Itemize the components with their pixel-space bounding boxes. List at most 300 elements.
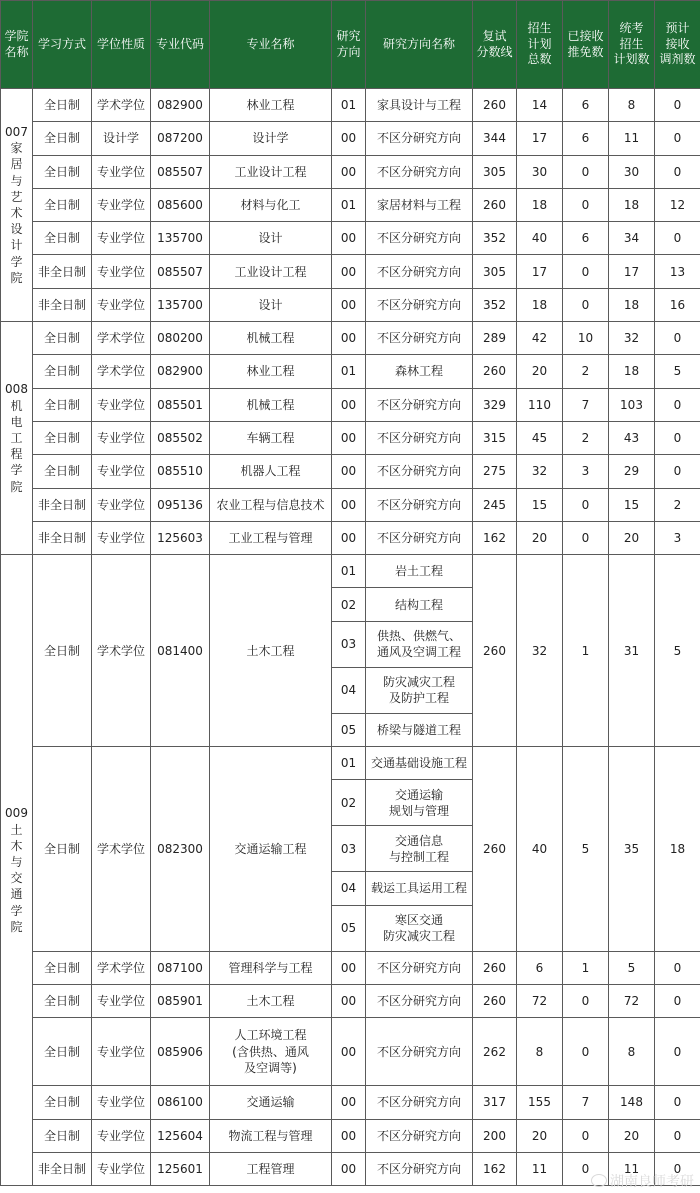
direction-name-cell [366,621,473,667]
major-name-cell [210,155,332,188]
retest-score-cell [473,421,517,454]
major-code-cell [151,188,210,221]
major-code-cell [151,1086,210,1119]
plan-total-cell [517,521,563,554]
degree-type-cell-text: 专业学位 [96,1128,145,1143]
plan-total-cell-text: 20 [531,364,548,379]
degree-type-cell [92,322,151,355]
plan-total-cell-text: 18 [531,297,548,312]
study-mode-cell [33,155,92,188]
study-mode-cell-text: 非全日制 [37,530,86,545]
plan-total-cell-text: 42 [531,331,548,346]
direction-name-cell [366,905,473,951]
adjust-expected-cell [655,555,700,747]
major-code-cell-text: 085901 [157,993,203,1008]
major-code-cell-text: 085510 [157,464,203,479]
study-mode-cell [33,747,92,952]
study-mode-cell-text: 全日制 [43,164,80,179]
direction-no-cell [332,421,366,454]
study-mode-cell [33,555,92,747]
direction-name-cell-text: 载运工具运用工程 [370,881,467,896]
retest-score-cell [473,188,517,221]
direction-name-cell-text: 不区分研究方向 [376,431,461,446]
header-unified-plan: 统考 招生 计划数 [609,1,655,89]
major-name-cell-text: 工业设计工程 [234,164,307,179]
degree-type-cell [92,455,151,488]
major-name-cell-text: 车辆工程 [246,431,295,446]
major-name-cell-text: 林业工程 [246,98,295,113]
unified-plan-cell-text: 8 [627,1044,636,1059]
exempt-received-cell [563,521,609,554]
degree-type-cell-text: 专业学位 [96,1161,145,1176]
unified-plan-cell [609,421,655,454]
retest-score-cell-text: 344 [483,131,506,146]
direction-no-cell-text: 00 [340,960,357,975]
plan-total-cell [517,388,563,421]
major-name-cell-text: 交通运输工程 [234,841,307,856]
major-code-cell-text: 082900 [157,364,203,379]
exempt-received-cell [563,155,609,188]
study-mode-cell-text: 非全日制 [37,497,86,512]
major-code-cell-text: 082300 [157,841,203,856]
direction-name-cell [366,222,473,255]
direction-no-cell-text: 00 [340,164,357,179]
major-name-cell [210,1152,332,1185]
direction-no-cell [332,155,366,188]
direction-name-cell-text: 不区分研究方向 [376,530,461,545]
unified-plan-cell-text: 148 [620,1095,643,1110]
major-name-cell-text: 林业工程 [246,364,295,379]
major-code-cell-text: 085600 [157,197,203,212]
retest-score-cell-text: 260 [483,643,506,658]
college-name-char: 院 [10,479,23,494]
major-name-cell-text: 设计学 [252,131,289,146]
exempt-received-cell [563,951,609,984]
plan-total-cell [517,455,563,488]
major-code-cell-text: 087200 [157,131,203,146]
college-name-char: 通 [10,887,23,902]
exempt-received-cell [563,288,609,321]
degree-type-cell-text: 专业学位 [96,530,145,545]
direction-no-cell-text: 04 [340,683,357,698]
adjust-expected-cell [655,1018,700,1086]
degree-type-cell [92,155,151,188]
direction-name-cell-text: 家居材料与工程 [376,197,461,212]
direction-name-cell [366,667,473,713]
direction-no-cell-text: 01 [340,756,357,771]
direction-name-cell [366,421,473,454]
exempt-received-cell-text: 7 [581,1095,590,1110]
direction-name-cell-text: 不区分研究方向 [376,1161,461,1176]
direction-no-cell-text: 01 [340,564,357,579]
major-name-cell [210,488,332,521]
major-name-cell [210,1119,332,1152]
direction-name-cell [366,713,473,746]
unified-plan-cell [609,984,655,1017]
direction-no-cell [332,1086,366,1119]
exempt-received-cell-text: 0 [581,164,590,179]
major-code-cell [151,1152,210,1185]
weibo-icon [591,1174,607,1187]
direction-name-cell-text: 结构工程 [394,597,443,612]
major-name-cell [210,288,332,321]
major-name-cell [210,747,332,952]
direction-no-cell-text: 00 [340,431,357,446]
exempt-received-cell-text: 1 [581,960,590,975]
major-code-cell [151,388,210,421]
direction-name-cell [366,951,473,984]
direction-name-cell [366,1086,473,1119]
adjust-expected-cell-text: 0 [673,1161,682,1176]
direction-name-cell [366,521,473,554]
major-name-cell [210,951,332,984]
direction-name-cell-text: 森林工程 [394,364,443,379]
unified-plan-cell [609,122,655,155]
degree-type-cell-text: 学术学位 [96,960,145,975]
plan-total-cell-text: 6 [535,960,544,975]
adjust-expected-cell [655,488,700,521]
major-code-cell [151,488,210,521]
plan-total-cell [517,89,563,122]
plan-total-cell-text: 15 [531,497,548,512]
direction-no-cell-text: 00 [340,131,357,146]
direction-no-cell [332,1152,366,1185]
major-code-cell [151,122,210,155]
college-name-char: 学 [10,903,23,918]
study-mode-cell [33,188,92,221]
major-code-cell [151,222,210,255]
major-name-cell [210,1018,332,1086]
retest-score-cell-text: 329 [483,397,506,412]
unified-plan-cell [609,488,655,521]
exempt-received-cell [563,747,609,952]
major-name-cell-text: 工程管理 [246,1161,295,1176]
unified-plan-cell-text: 32 [623,331,640,346]
major-name-cell [210,255,332,288]
direction-no-cell-text: 01 [340,197,357,212]
major-name-cell [210,1086,332,1119]
major-code-cell-text: 085507 [157,264,203,279]
adjust-expected-cell-text: 0 [673,993,682,1008]
plan-total-cell [517,1018,563,1086]
major-code-cell-text: 081400 [157,643,203,658]
adjust-expected-cell [655,1086,700,1119]
retest-score-cell [473,1152,517,1185]
college-name-char: 交 [10,871,23,886]
retest-score-cell-text: 262 [483,1044,506,1059]
direction-no-cell-text: 03 [340,637,357,652]
study-mode-cell [33,951,92,984]
major-name-cell-text: 管理科学与工程 [228,960,313,975]
college-name-cell [1,555,33,1186]
degree-type-cell-text: 专业学位 [96,1095,145,1110]
retest-score-cell [473,1086,517,1119]
adjust-expected-cell [655,288,700,321]
table-row [1,188,700,221]
retest-score-cell [473,951,517,984]
direction-name-cell-text: 不区分研究方向 [376,331,461,346]
study-mode-cell-text: 全日制 [43,431,80,446]
major-code-cell-text: 125603 [157,530,203,545]
watermark: 湖南良师考研 [591,1171,694,1191]
study-mode-cell [33,222,92,255]
table-row [1,1086,700,1119]
table-row [1,89,700,122]
direction-name-cell-text: 不区分研究方向 [376,993,461,1008]
retest-score-cell-text: 289 [483,331,506,346]
study-mode-cell [33,1152,92,1185]
retest-score-cell [473,89,517,122]
exempt-received-cell [563,984,609,1017]
direction-name-cell [366,255,473,288]
plan-total-cell-text: 20 [531,530,548,545]
plan-total-cell-text: 72 [531,993,548,1008]
direction-name-cell [366,89,473,122]
study-mode-cell-text: 全日制 [43,993,80,1008]
major-name-cell [210,421,332,454]
direction-no-cell [332,322,366,355]
adjust-expected-cell-text: 3 [673,530,682,545]
plan-total-cell [517,1119,563,1152]
exempt-received-cell-text: 6 [581,98,590,113]
major-code-cell-text: 135700 [157,231,203,246]
direction-no-cell-text: 01 [340,364,357,379]
direction-no-cell-text: 00 [340,331,357,346]
direction-name-cell-text: 不区分研究方向 [376,231,461,246]
direction-name-cell-text: 不区分研究方向 [376,464,461,479]
adjust-expected-cell-text: 12 [669,197,686,212]
degree-type-cell-text: 专业学位 [96,464,145,479]
unified-plan-cell-text: 103 [620,397,643,412]
college-name-char: 程 [10,447,23,462]
degree-type-cell [92,1119,151,1152]
unified-plan-cell-text: 17 [623,264,640,279]
exempt-received-cell-text: 0 [581,993,590,1008]
plan-total-cell-text: 40 [531,841,548,856]
plan-total-cell [517,355,563,388]
direction-name-cell-text: 不区分研究方向 [376,164,461,179]
table-row [1,155,700,188]
major-code-cell-text: 087100 [157,960,203,975]
adjust-expected-cell [655,155,700,188]
college-name-char: 计 [10,238,23,253]
degree-type-cell [92,488,151,521]
study-mode-cell-text: 非全日制 [37,264,86,279]
plan-total-cell [517,951,563,984]
major-code-cell [151,984,210,1017]
unified-plan-cell [609,747,655,952]
table-row [1,222,700,255]
direction-no-cell-text: 00 [340,297,357,312]
study-mode-cell [33,984,92,1017]
degree-type-cell-text: 专业学位 [96,397,145,412]
direction-no-cell [332,388,366,421]
major-code-cell-text: 085507 [157,164,203,179]
exempt-received-cell-text: 7 [581,397,590,412]
direction-no-cell [332,122,366,155]
study-mode-cell [33,288,92,321]
exempt-received-cell [563,89,609,122]
header-retest-score: 复试 分数线 [473,1,517,89]
major-name-cell-text: 机械工程 [246,331,295,346]
study-mode-cell-text: 全日制 [43,197,80,212]
exempt-received-cell [563,355,609,388]
table-row [1,122,700,155]
direction-no-cell [332,488,366,521]
exempt-received-cell-text: 5 [581,841,590,856]
retest-score-cell-text: 260 [483,841,506,856]
direction-no-cell-text: 02 [340,597,357,612]
study-mode-cell-text: 非全日制 [37,1161,86,1176]
college-name-char: 土 [10,822,23,837]
retest-score-cell-text: 260 [483,993,506,1008]
major-name-cell [210,521,332,554]
unified-plan-cell-text: 5 [627,960,636,975]
adjust-expected-cell [655,188,700,221]
retest-score-cell-text: 162 [483,1161,506,1176]
table-row [1,455,700,488]
adjust-expected-cell-text: 2 [673,497,682,512]
major-code-cell [151,255,210,288]
direction-name-cell [366,984,473,1017]
header-direction: 研究 方向 [332,1,366,89]
adjust-expected-cell [655,89,700,122]
table-row [1,521,700,554]
study-mode-cell-text: 全日制 [43,397,80,412]
direction-no-cell [332,89,366,122]
degree-type-cell-text: 专业学位 [96,264,145,279]
major-code-cell [151,355,210,388]
direction-name-cell-text: 不区分研究方向 [376,264,461,279]
major-name-cell-text: 物流工程与管理 [228,1128,313,1143]
degree-type-cell-text: 专业学位 [96,197,145,212]
direction-no-cell [332,905,366,951]
exempt-received-cell-text: 0 [581,1044,590,1059]
major-name-cell [210,555,332,747]
retest-score-cell-text: 200 [483,1128,506,1143]
plan-total-cell-text: 32 [531,643,548,658]
plan-total-cell [517,747,563,952]
college-name-char: 工 [10,431,23,446]
degree-type-cell [92,222,151,255]
major-code-cell [151,288,210,321]
exempt-received-cell-text: 10 [577,331,594,346]
degree-type-cell [92,355,151,388]
exempt-received-cell [563,1086,609,1119]
direction-no-cell [332,621,366,667]
unified-plan-cell [609,455,655,488]
major-name-cell [210,984,332,1017]
direction-no-cell [332,667,366,713]
header-row [1,1,700,89]
direction-name-cell [366,872,473,905]
unified-plan-cell [609,1119,655,1152]
direction-no-cell-text: 00 [340,497,357,512]
retest-score-cell-text: 260 [483,98,506,113]
retest-score-cell-text: 305 [483,264,506,279]
major-code-cell-text: 082900 [157,98,203,113]
major-name-cell-text: 设计 [258,297,283,312]
major-code-cell [151,1119,210,1152]
adjust-expected-cell-text: 0 [673,1128,682,1143]
direction-no-cell [332,951,366,984]
unified-plan-cell [609,288,655,321]
study-mode-cell-text: 全日制 [43,1044,80,1059]
retest-score-cell-text: 305 [483,164,506,179]
major-name-cell-text: 材料与化工 [240,197,301,212]
header-major-code: 专业代码 [151,1,210,89]
major-code-cell [151,521,210,554]
major-code-cell [151,89,210,122]
direction-no-cell [332,521,366,554]
direction-name-cell-text: 不区分研究方向 [376,397,461,412]
direction-no-cell-text: 05 [340,722,357,737]
unified-plan-cell-text: 18 [623,297,640,312]
direction-name-cell-text: 防灾减灾工程 及防护工程 [382,675,455,706]
table-row [1,747,700,780]
major-code-cell-text: 085906 [157,1044,203,1059]
header-adjust-expected: 预计 接收 调剂数 [655,1,700,89]
degree-type-cell-text: 设计学 [102,131,139,146]
exempt-received-cell-text: 0 [581,530,590,545]
degree-type-cell-text: 专业学位 [96,297,145,312]
direction-name-cell [366,826,473,872]
table-row [1,1018,700,1086]
direction-no-cell [332,555,366,588]
study-mode-cell [33,455,92,488]
adjust-expected-cell [655,388,700,421]
major-code-cell [151,155,210,188]
college-name-cell [1,322,33,555]
direction-no-cell-text: 02 [340,795,357,810]
direction-name-cell [366,555,473,588]
adjust-expected-cell-text: 0 [673,1044,682,1059]
degree-type-cell [92,1018,151,1086]
degree-type-cell [92,188,151,221]
unified-plan-cell-text: 35 [623,841,640,856]
unified-plan-cell-text: 18 [623,197,640,212]
major-code-cell [151,951,210,984]
direction-no-cell [332,713,366,746]
major-name-cell-text: 农业工程与信息技术 [216,497,325,512]
major-name-cell [210,222,332,255]
degree-type-cell [92,984,151,1017]
retest-score-cell [473,255,517,288]
direction-name-cell-text: 不区分研究方向 [376,497,461,512]
plan-total-cell-text: 11 [531,1161,548,1176]
retest-score-cell-text: 260 [483,364,506,379]
adjust-expected-cell-text: 0 [673,98,682,113]
retest-score-cell [473,322,517,355]
table-row [1,322,700,355]
direction-no-cell [332,1018,366,1086]
header-exempt-received: 已接收 推免数 [563,1,609,89]
exempt-received-cell-text: 2 [581,364,590,379]
plan-total-cell [517,155,563,188]
study-mode-cell-text: 全日制 [43,1128,80,1143]
adjust-expected-cell-text: 0 [673,397,682,412]
direction-no-cell [332,826,366,872]
study-mode-cell-text: 全日制 [43,331,80,346]
college-name-char: 家 [10,141,23,156]
direction-name-cell-text: 不区分研究方向 [376,1128,461,1143]
major-name-cell-text: 土木工程 [246,993,295,1008]
direction-name-cell [366,322,473,355]
adjust-expected-cell-text: 5 [673,364,682,379]
plan-total-cell-text: 40 [531,231,548,246]
direction-no-cell-text: 05 [340,921,357,936]
college-name-char: 机 [10,398,23,413]
